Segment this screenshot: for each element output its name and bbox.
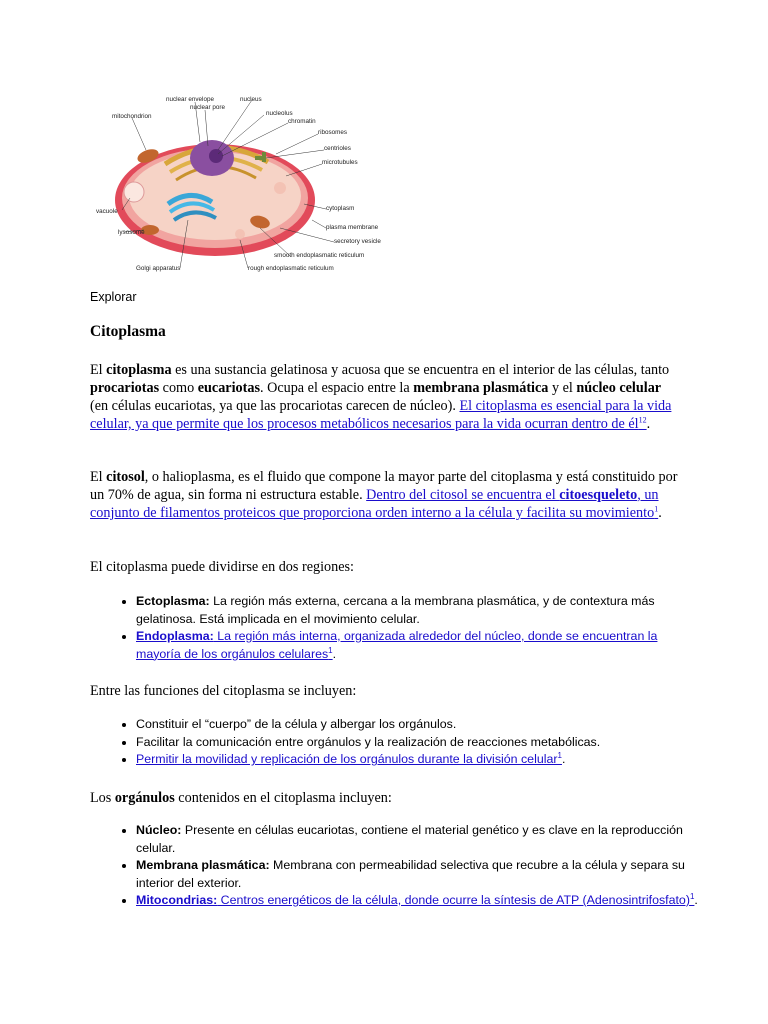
functions-list: [110, 716, 701, 769]
label-centrioles: centrioles: [324, 145, 351, 152]
list-item: • Endoplasma: La región más interna, organizada alrededor del núcleo, donde se encuentran la mayoría de los orgánulos celulares$^1$.: [136, 628, 701, 663]
label-lysosome: lysosome: [118, 229, 145, 236]
list-item: • Ectoplasma: La región más externa, cercana a la membrana plasmática, y de contextura más gelatinosa. Está implicada en el movimiento celular.: [136, 593, 701, 628]
link-mitochondria[interactable]: Mitocondrias: Centros energéticos de la célula, donde ocurre la síntesis de ATP (Adenosintrifosfato)$^1$: [136, 891, 695, 907]
animal-cell-diagram: [90, 92, 392, 276]
link-endoplasm[interactable]: Endoplasma: La región más interna, organizada alrededor del núcleo, donde se encuentran la mayoría de los orgánulos celulares$^1$: [136, 629, 658, 661]
label-microtubules: microtubules: [322, 159, 358, 166]
regions-list: [110, 593, 701, 663]
label-plasma-membrane: plasma membrane: [326, 224, 379, 231]
label-nucleus: nucleus: [240, 96, 262, 103]
list-item: • Núcleo: Presente en células eucariotas, contiene el material genético y es clave en la reproducción celular.: [136, 822, 701, 857]
paragraph-cytoplasm-intro: El citoplasma es una sustancia gelatinosa y acuosa que se encuentra en el interior de las células, tanto procariotas como eucariotas. Ocupa el espacio entre la membrana plasmática y el núcleo celular (en células eucariotas, ya que las procariotas carecen de núcleo). El citoplasma es esencial para la vida celular, ya que permite que los procesos metabólicos necesarios para la vida ocurran dentro de él$^{12}$.: [90, 362, 672, 432]
label-nuclear-pore: nuclear pore: [190, 104, 226, 111]
label-ribosomes: ribosomes: [318, 129, 348, 136]
list-item: • Facilitar la comunicación entre orgánulos y la realización de reacciones metabólicas.: [136, 734, 701, 752]
list-item: • Mitocondrias: Centros energéticos de la célula, donde ocurre la síntesis de ATP (Adenosintrifosfato)$^1$.: [136, 892, 701, 910]
explore-label: Explorar: [90, 290, 137, 304]
link-organelle-mobility[interactable]: Permitir la movilidad y replicación de los orgánulos durante la división celular$^1$: [136, 750, 562, 766]
label-golgi: Golgi apparatus: [136, 265, 181, 272]
paragraph-functions-intro: Entre las funciones del citoplasma se incluyen:: [90, 683, 357, 699]
label-smooth-er: smooth endoplasmatic reticulum: [274, 252, 365, 259]
list-item: • Membrana plasmática: Membrana con permeabilidad selectiva que recubre a la célula y separa su interior del exterior.: [136, 857, 701, 892]
paragraph-regions-intro: El citoplasma puede dividirse en dos regiones:: [90, 559, 354, 575]
paragraph-cytosol: El citosol, o halioplasma, es el fluido que compone la mayor parte del citoplasma y está constituido por un 70% de agua, sin forma ni estructura estable. Dentro del citosol se encuentra el citoesqueleto, un conjunto de filamentos proteicos que proporciona orden interno a la célula y facilita su movimiento$^1$.: [90, 469, 678, 521]
label-vacuole: vacuole: [96, 208, 118, 215]
label-chromatin: chromatin: [288, 118, 316, 125]
organelles-list: [110, 822, 701, 910]
link-cytoskeleton[interactable]: Dentro del citosol se encuentra el citoesqueleto, un conjunto de filamentos proteicos que proporciona orden interno a la célula y facilita su movimiento$^1$: [90, 487, 659, 521]
list-item: • Constituir el “cuerpo” de la célula y albergar los orgánulos.: [136, 716, 701, 734]
label-cytoplasm: cytoplasm: [326, 205, 355, 212]
label-secretory-vesicle: secretory vesicle: [334, 238, 381, 245]
paragraph-organelles-intro: Los orgánulos contenidos en el citoplasma incluyen:: [90, 790, 392, 806]
label-mitochondrion: mitochondrion: [112, 113, 152, 120]
link-cytoplasm-essential[interactable]: El citoplasma es esencial para la vida celular, ya que permite que los procesos metabólicos necesarios para la vida ocurran dentro de él$^{12}$: [90, 398, 672, 432]
list-item: • Permitir la movilidad y replicación de los orgánulos durante la división celular$^1$.: [136, 751, 701, 769]
label-nucleolus: nucleolus: [266, 110, 293, 117]
page-title: Citoplasma: [90, 323, 166, 340]
label-rough-er: rough endoplasmatic reticulum: [248, 265, 334, 272]
label-nuclear-envelope: nuclear envelope: [166, 96, 214, 103]
